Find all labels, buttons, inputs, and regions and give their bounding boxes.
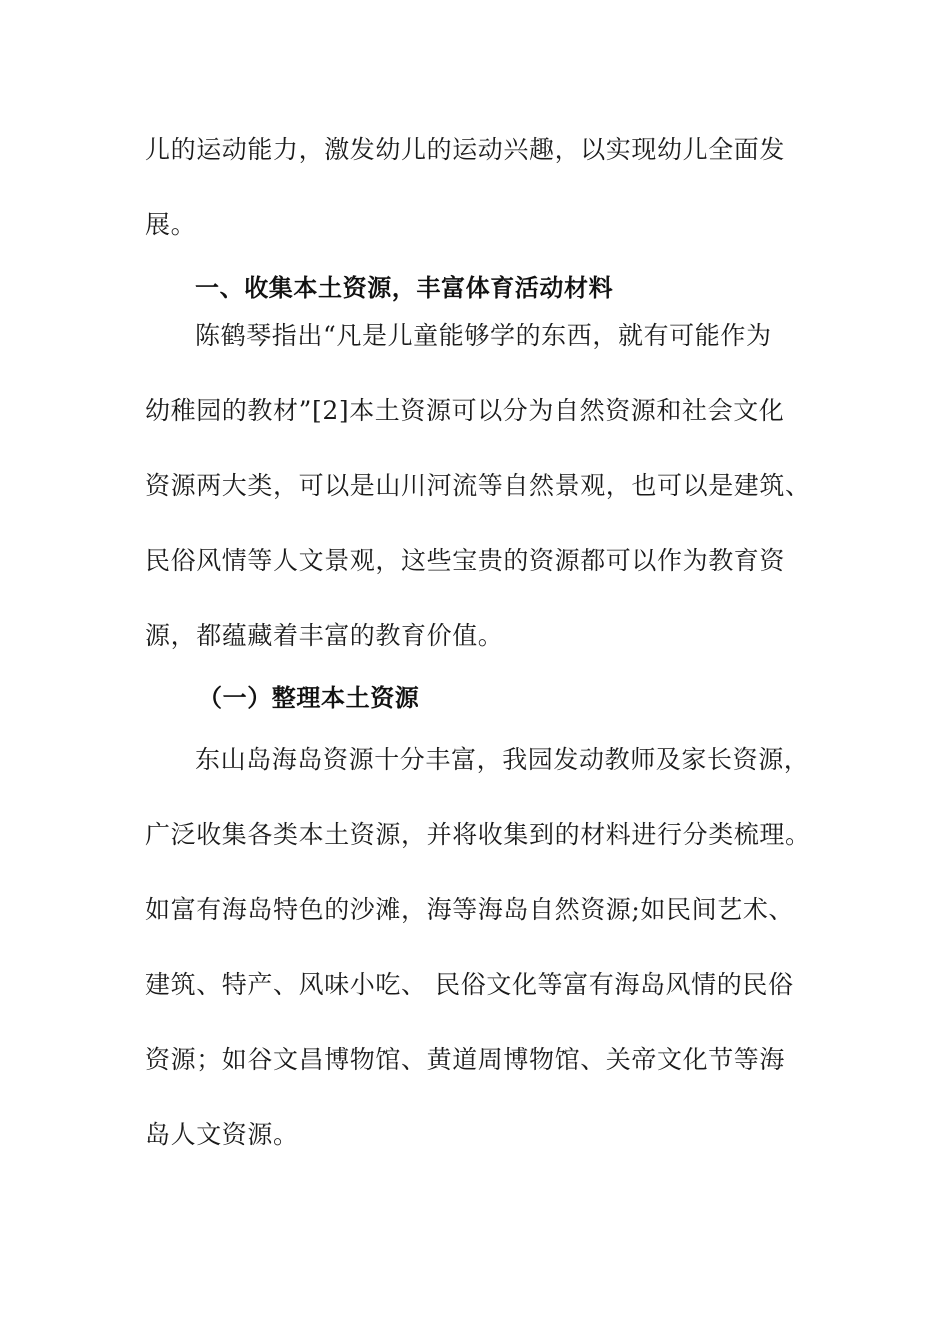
body-text-line: 源，都蕴藏着丰富的教育价值。	[145, 621, 504, 650]
section-heading: 一、收集本土资源，丰富体育活动材料	[195, 274, 614, 302]
body-text-line: 展。	[145, 210, 197, 239]
body-text-line: 民俗风情等人文景观，这些宝贵的资源都可以作为教育资	[145, 546, 786, 575]
body-text-line: 儿的运动能力，激发幼儿的运动兴趣，以实现幼儿全面发	[145, 135, 786, 164]
body-text-line: 资源两大类，可以是山川河流等自然景观，也可以是建筑、	[145, 471, 811, 500]
body-text-line: 幼稚园的教材”[2]本土资源可以分为自然资源和社会文化	[145, 396, 785, 425]
body-text-line: 岛人文资源。	[145, 1120, 299, 1149]
body-text-line: 东山岛海岛资源十分丰富，我园发动教师及家长资源，	[195, 745, 810, 774]
body-text-line: 资源；如谷文昌博物馆、黄道周博物馆、关帝文化节等海	[145, 1045, 786, 1074]
body-text-line: 如富有海岛特色的沙滩，海等海岛自然资源;如民间艺术、	[145, 895, 795, 924]
body-text-line: 陈鹤琴指出“凡是儿童能够学的东西，就有可能作为	[195, 321, 772, 350]
subsection-heading: （一）整理本土资源	[198, 684, 420, 712]
body-text-line: 建筑、特产、风味小吃、 民俗文化等富有海岛风情的民俗	[145, 970, 794, 999]
body-text-line: 广泛收集各类本土资源，并将收集到的材料进行分类梳理。	[145, 820, 811, 849]
